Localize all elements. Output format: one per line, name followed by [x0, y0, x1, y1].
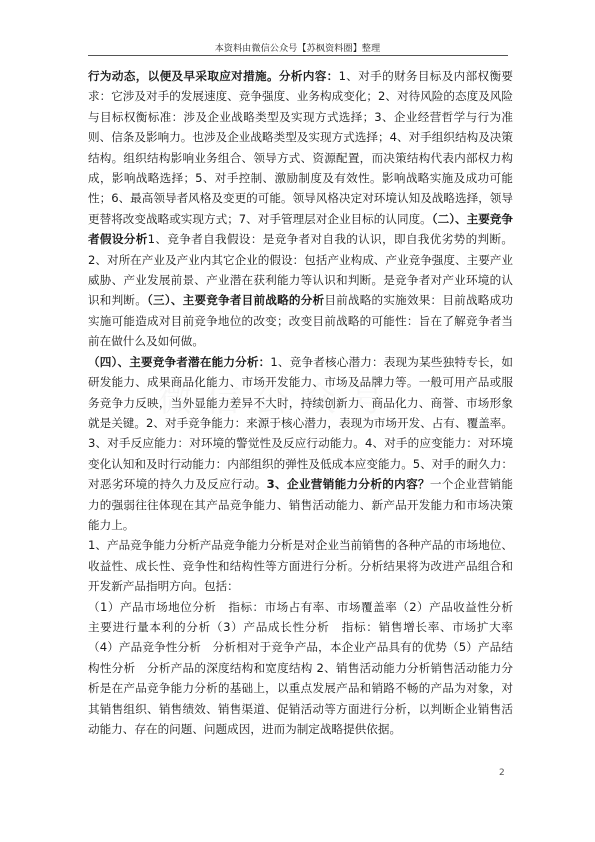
text-run: 1、产品竞争能力分析产品竞争能力分析是对企业当前销售的各种产品的市场地位、收益性、成长性、竞争性和结构性等方面进行分析。分析结果将为改进产品组合和开发新产品指明方向。包括： [88, 538, 513, 594]
text-run: 1、竞争者核心潜力：表现为某些独特专长，如研发能力、成果商品化能力、市场开发能力、市场及品牌力等。一般可用产品或服务竞争力反映，当外显能力差异不大时，持续创新力、商品化力、商誉、市场形象就是关键。2、对手竞争能力：来源于核心潜力，表现为市场开发、占有、覆盖率。3、对手反应能力：对环境的警觉性及反应行动能力。4、对手的应变能力：对环境变化认知和及时行动能力：内部组织的弹性及低成本应变能力。5、对手的耐久力：对恶劣环境的持久力及反应行动。 [88, 354, 513, 492]
paragraph [88, 352, 513, 536]
document-body [88, 66, 525, 739]
text-run: 1、对手的财务目标及内部权衡要求：它涉及对手的发展速度、竞争强度、业务构成变化；2、对待风险的态度及风险与目标权衡标准：涉及企业战略类型及实现方式选择；3、企业经营哲学与行为准则、信条及影响力。也涉及企业战略类型及实现方式选择；4、对手组织结构及决策结构。组织结构影响业务组合、领导方式、资源配置，而决策结构代表内部权力构成，影响战略选择；5、对手控制、激励制度及有效性。影响战略实施及成功可能性；6、最高领导者风格及变更的可能。领导风格决定对环境认知及战略选择，领导更替将改变战略或实现方式；7、对手管理层对企业目标的认同度。 [88, 69, 513, 226]
text-run: （1）产品市场地位分析 指标：市场占有率、市场覆盖率（2）产品收益性分析 主要进行量本利的分析（3）产品成长性分析 指标：销售增长率、市场扩大率（4）产品竞争性分析 分析相对于竞争产品，本企业产品具有的优势（5）产品结构性分析 分析产品的深度结构和宽度结构 2、销售活动能力分析销售活动能力分析是在产品竞争能力分析的基础上，以重点发展产品和销路不畅的产品为对象，对其销售组织、销售绩效、销售渠道、促销活动等方面进行分析，以判断企业销售活动能力、存在的问题、问题成因，进而为制定战略提供依据。 [88, 599, 525, 736]
section-heading: （四）、主要竞争者潜在能力分析： [88, 354, 271, 369]
question-heading: 3、企业营销能力分析的内容？ [266, 477, 430, 492]
text-run: 1、竞争者自我假设：是竞争者对自我的认识，即自我优劣势的判断。2、对所在产业及产业内其它企业的假设：包括产业构成、产业竞争强度、主要产业威胁、产业发展前景、产业潜在获利能力等认识和判断。是竞争者对产业环境的认识和判断。 [88, 232, 513, 308]
text-run: 一个企业营销能力的强弱往往体现在其产品竞争能力、销售活动能力、新产品开发能力和市场决策能力上。 [88, 477, 513, 532]
paragraph [88, 66, 513, 352]
header-divider [88, 55, 508, 56]
text-bold: 行为动态，以便及早采取应对措施。分析内容： [88, 69, 339, 83]
section-heading: （二）、主要竞争者假设分析 [88, 211, 513, 247]
paragraph [88, 597, 525, 740]
paragraph [88, 535, 513, 596]
text-run: 目前战略的实施效果：目前战略成功实施可能造成对目前竞争地位的改变；改变目前战略的可能性：旨在了解竞争者当前在做什么及如何做。 [88, 293, 513, 349]
page-number: 2 [499, 768, 505, 778]
section-heading: （三）、主要竞争者目前战略的分析 [147, 293, 325, 308]
page-header: 本资料由微信公众号【苏枫资料圈】整理 [214, 44, 381, 54]
